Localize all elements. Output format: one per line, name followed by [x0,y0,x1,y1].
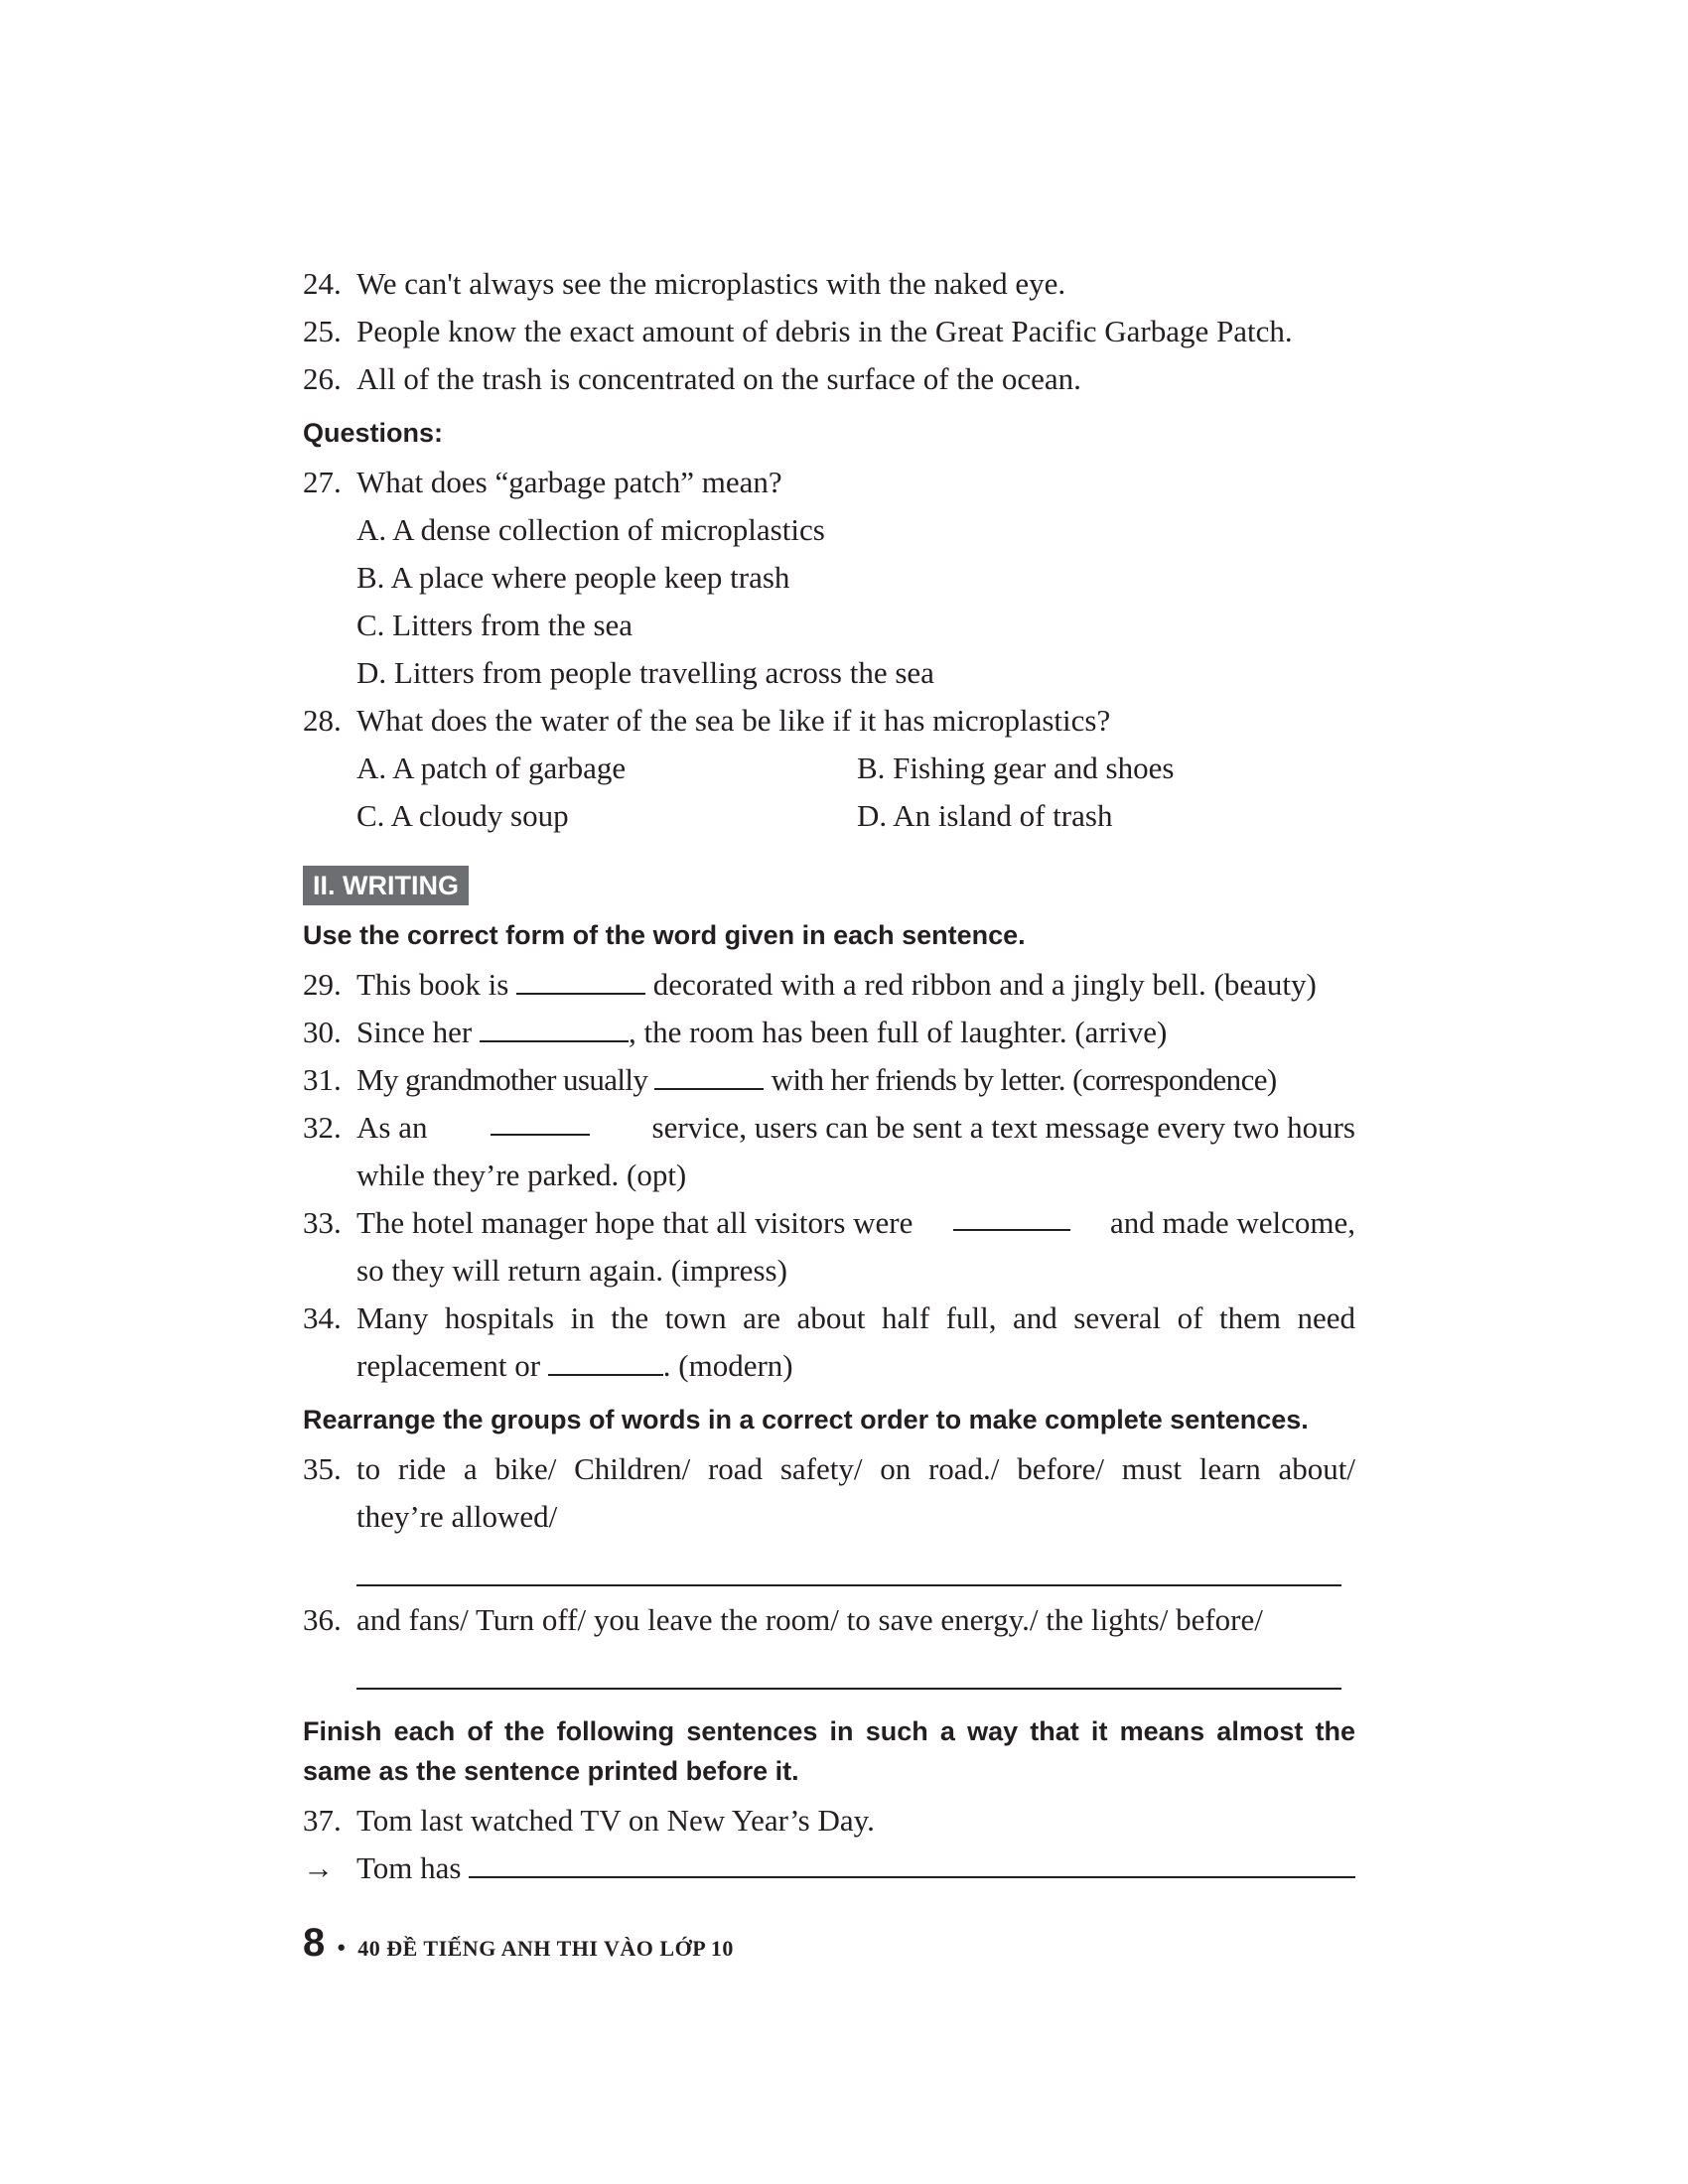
footer-bullet: • [335,1937,349,1962]
blank-31[interactable] [654,1058,764,1090]
rearrange-list [303,1445,1355,1690]
arrow-icon: → [303,1850,334,1885]
statement-26: 26. All of the trash is concentrated on the surface of the ocean. [303,361,1081,396]
question-27: 27. What does “garbage patch” mean? A. A dense collection of microplastics B. A place where people keep trash C. Litters from the sea D. Litters from people travelling across the sea [303,459,1355,697]
finish-list [303,1797,1355,1892]
option-27-c[interactable]: C. Litters from the sea [356,608,633,642]
option-28-c[interactable]: C. A cloudy soup [356,798,569,833]
questions-heading: Questions: [303,418,444,448]
blank-29[interactable] [516,963,645,995]
item-33: 33. The hotel manager hope that all visitors were and made welcome, so they will return again. (impress) [303,1199,1355,1295]
item-31: 31. My grandmother usually with her friends by letter. (correspondence) [303,1056,1355,1104]
item-32: 32. As an service, users can be sent a text message every two hours while they’re parked. (opt) [303,1104,1355,1199]
blank-34[interactable] [548,1344,663,1376]
option-27-b[interactable]: B. A place where people keep trash [356,560,790,595]
statement-24: 24. We can't always see the microplastics with the naked eye. [303,266,1066,301]
answer-line-36[interactable] [356,1644,1341,1690]
finish-instruction: Finish each of the following sentences in such a way that it means almost the same as the sentence printed before it. [303,1716,1355,1786]
question-28: 28. What does the water of the sea be like if it has microplastics? A. A patch of garbage B. Fishing gear and shoes C. A cloudy soup D. An island of trash [303,697,1355,840]
page-footer [303,1921,734,1966]
option-28-a[interactable]: A. A patch of garbage [356,751,627,785]
statements-list [303,260,1355,403]
worksheet-page [303,260,1355,1892]
item-36: 36. and fans/ Turn off/ you leave the room/ to save energy./ the lights/ before/ [303,1602,1263,1637]
item-30: 30. Since her , the room has been full of laughter. (arrive) [303,1009,1355,1056]
writing-section-title: II. WRITING [303,866,469,905]
book-title: 40 ĐỀ TIẾNG ANH THI VÀO LỚP 10 [357,1936,734,1961]
option-28-b[interactable]: B. Fishing gear and shoes [857,751,1175,785]
rearrange-instruction: Rearrange the groups of words in a correct order to make complete sentences. [303,1405,1309,1434]
statement-25: 25. People know the exact amount of debris in the Great Pacific Garbage Patch. [303,314,1293,348]
option-27-d[interactable]: D. Litters from people travelling across the sea [356,655,934,690]
item-35: 35. to ride a bike/ Children/ road safety/ on road./ before/ must learn about/ they’re allowed/ [303,1451,1355,1534]
item-34: 34. Many hospitals in the town are about half full, and several of them need replacement or . (modern) [303,1300,1355,1383]
answer-line-35[interactable] [356,1541,1341,1586]
item-37: 37. Tom last watched TV on New Year’s Day. [303,1803,875,1838]
item-29: 29. This book is decorated with a red ribbon and a jingly bell. (beauty) [303,961,1355,1009]
word-form-list [303,961,1355,1390]
word-form-instruction: Use the correct form of the word given in each sentence. [303,920,1026,950]
option-28-d[interactable]: D. An island of trash [857,798,1113,833]
blank-33[interactable] [953,1199,1070,1231]
item-37-answer: → Tom has [303,1844,1355,1892]
answer-line-37[interactable] [469,1846,1355,1878]
option-27-a[interactable]: A. A dense collection of microplastics [356,512,825,547]
blank-32[interactable] [491,1104,590,1136]
page-number: 8 [303,1921,326,1965]
blank-30[interactable] [480,1011,629,1042]
